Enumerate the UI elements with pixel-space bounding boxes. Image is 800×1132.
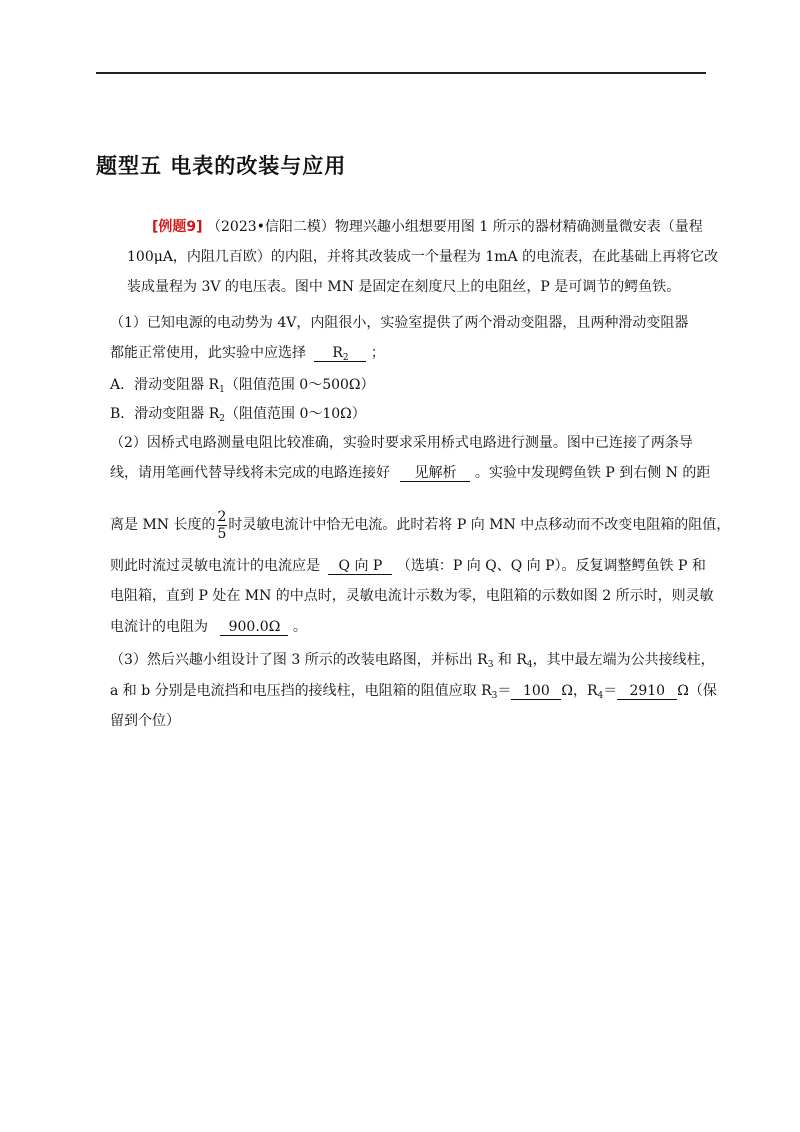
- part2-line-2: [110, 463, 710, 483]
- option-a-label: A．滑动变阻器 R: [110, 377, 220, 393]
- example-line-2: 100μA，内阻几百欧）的内阻，并将其改装成一个量程为 1mA 的电流表，在此基础上再将它改: [127, 249, 719, 265]
- part3-text-2c: Ω，R: [561, 683, 598, 699]
- part3-line-3: 留到个位）: [110, 713, 180, 729]
- part2-line-5: 电阻箱，直到 P 处在 MN 的中点时，灵敏电流计示数为零，电阻箱的示数如图 2 所示时，则灵敏: [110, 588, 714, 604]
- part2-text-4b: （选填：P 向 Q、Q 向 P）。反复调整鳄鱼铁 P 和: [396, 558, 706, 574]
- fraction-two-fifths: [217, 509, 228, 542]
- answer-r-text: R: [332, 345, 343, 361]
- option-a: [110, 375, 375, 395]
- part3-line-1: [110, 650, 715, 670]
- part1-line-2: [110, 343, 385, 363]
- part2-text-2b: 。实验中发现鳄鱼铁 P 到右侧 N 的距: [474, 465, 711, 481]
- option-a-sub: 1: [219, 385, 225, 395]
- part2-line-1: （2）因桥式电路测量电阻比较准确，实验时要求采用桥式电路进行测量。图中已连接了两条导: [110, 435, 693, 451]
- option-b-range: （阻值范围 0～10Ω）: [225, 406, 366, 422]
- option-a-range: （阻值范围 0～500Ω）: [224, 377, 375, 393]
- part2-text-3a: 离是 MN 长度的: [110, 517, 216, 533]
- option-b-label: B．滑动变阻器 R: [110, 406, 220, 422]
- example-text-1: （2023•信阳二模）物理兴趣小组想要用图 1 所示的器材精确测量微安表（量程: [207, 219, 703, 235]
- part3-line-2: [110, 681, 717, 701]
- option-b: [110, 404, 366, 424]
- part3-sub2-r4: 4: [597, 691, 604, 701]
- section-title: 题型五 电表的改装与应用: [96, 154, 347, 178]
- part2-line-6: [110, 617, 307, 637]
- part2-text-4a: 则此时流过灵敏电流计的电流应是: [110, 558, 320, 574]
- part3-text-2e: Ω（保: [677, 683, 717, 699]
- part2-text-3b: 时灵敏电流计中恰无电流。此时若将 P 向 MN 中点移动而不改变电阻箱的阻值，: [228, 517, 731, 533]
- part2-line-3: [110, 507, 730, 543]
- example-line-3: 装成量程为 3V 的电压表。图中 MN 是固定在刻度尺上的电阻丝，P 是可调节的鳄鱼铁。: [127, 279, 681, 295]
- answer-blank-4: 900.0Ω: [220, 619, 288, 636]
- part3-text-1a: （3）然后兴趣小组设计了图 3 所示的改装电路图，并标出 R: [110, 652, 488, 668]
- part3-sub-r3: 3: [487, 660, 494, 670]
- fraction-denominator: 5: [217, 525, 227, 542]
- part2-text-2a: 线，请用笔画代替导线将未完成的电路连接好: [110, 465, 390, 481]
- option-b-sub: 2: [219, 414, 226, 424]
- answer-blank-1: [314, 345, 366, 362]
- example-line-1: [152, 217, 703, 237]
- part3-text-1b: 和 R: [493, 652, 527, 668]
- part3-sub2-r3: 3: [491, 691, 498, 701]
- part3-sub-r4: 4: [526, 660, 533, 670]
- answer-blank-5: 100: [511, 683, 561, 700]
- part1-line-1: （1）已知电源的电动势为 4V，内阻很小，实验室提供了两个滑动变阻器，且两种滑动变阻器: [110, 315, 689, 331]
- part3-text-2a: a 和 b 分别是电流挡和电压挡的接线柱，电阻箱的阻值应取 R: [110, 683, 492, 699]
- part2-text-6b: 。: [292, 619, 307, 635]
- answer-blank-6: 2910: [617, 683, 677, 700]
- part2-text-6a: 电流计的电阻为: [110, 619, 208, 635]
- example-tag: [例题9]: [152, 219, 203, 235]
- part1-end: ；: [370, 345, 385, 361]
- header-rule: [96, 72, 706, 74]
- answer-r-sub: 2: [342, 353, 349, 363]
- part3-equals-1: ＝: [497, 683, 512, 699]
- part3-equals-2: ＝: [603, 683, 618, 699]
- answer-blank-3: Q 向 P: [328, 558, 392, 575]
- fraction-numerator: 2: [217, 508, 227, 525]
- part1-prompt: 都能正常使用，此实验中应选择: [110, 345, 306, 361]
- part3-text-1c: ，其中最左端为公共接线柱，: [532, 652, 715, 668]
- part2-line-4: [110, 556, 706, 576]
- answer-blank-2: 见解析: [400, 465, 470, 482]
